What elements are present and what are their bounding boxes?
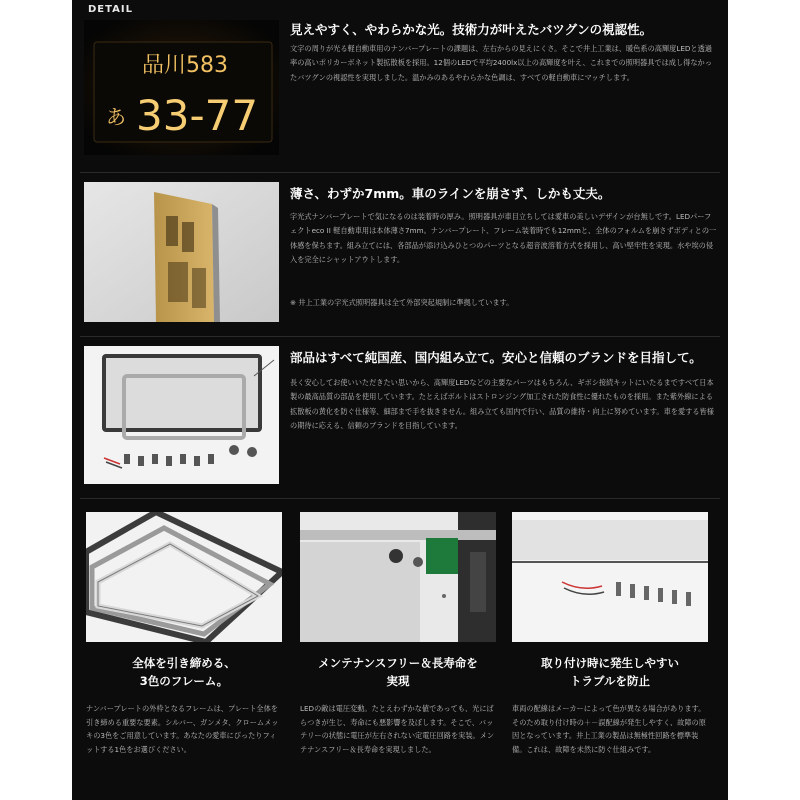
frame-colors-photo — [86, 512, 282, 642]
section-2-title: 薄さ、わずか7mm。車のラインを崩さず、しかも丈夫。 — [290, 186, 611, 201]
section-2-body: 字光式ナンバープレートで気になるのは装着時の厚み。照明器具が車目立ちしては愛車の美しいデザインが台無しです。LEDパーフェクトeco II 軽自動車用は本体薄さ7mm。ナンバープレート、フレーム装着時でも12mmと、全体のフォルムを崩さずボディとの一体感を保ちます。組み立てには、各部品が添け込みひとつのパーツとなる超音波溶着方式を採用し、高い堅牢性を実現。水や埃の侵入を完全にシャットアウトします。 — [290, 212, 717, 265]
thin-plate-photo — [84, 182, 279, 322]
column-3-title-text: 取り付け時に発生しやすい トラブルを防止 — [541, 656, 679, 688]
detail-label: DETAIL — [88, 4, 134, 15]
section-1-title: 見えやすく、やわらかな光。技術力が叶えたバツグンの視認性。 — [290, 22, 653, 37]
section-3-body: 長く安心してお使いいただきたい思いから、高輝度LEDなどの主要なパーツはもちろん、ギボシ接続キットにいたるまですべて日本製の最高品質の部品を使用しています。たとえばボルトはストロンジング加工された防食性に優れたものを採用。また紫外線による拡散板の黄化を防ぐ仕様等、細部まで手を抜きません。組み立ても国内で行い、品質の維持・向上に努めています。車を愛する皆様の期待に応える、信頼のブランドを目指しています。 — [290, 378, 714, 431]
divider — [80, 172, 720, 173]
divider — [80, 336, 720, 337]
license-plate-photo — [84, 20, 279, 155]
plate-kana: あ — [106, 105, 126, 129]
divider — [80, 498, 720, 499]
column-2-title — [300, 654, 496, 690]
column-1-body: ナンバープレートの外枠となるフレームは、プレート全体を引き締める重要な要素。シルバー、ガンメタ、クロームメッキの3色をご用意しています。あなたの愛車にぴったりフィットする1色をお選びください。 — [86, 704, 279, 754]
column-3-body: 車両の配線はメーカーによって色が異なる場合があります。そのため取り付け時の＋－誤配線が発生しやすく、故障の原因となっています。井上工業の製品は無極性回路を標準装備。これは、故障を未然に防ぐ仕組みです。 — [512, 704, 706, 754]
column-3-title — [512, 654, 708, 690]
plate-top-line: 品川583 — [142, 53, 228, 78]
column-1-title-text: 全体を引き締める、 3色のフレーム。 — [132, 656, 236, 688]
column-2-body: LEDの敵は電圧変動。たとえわずかな値であっても、光にばらつきが生じ、寿命にも悪影響を及ぼします。そこで、バッテリーの状態に電圧が左右されない定電圧回路を実装。メンテナンスフリー＆長寿命を実現しました。 — [300, 704, 495, 754]
section-1-body: 文字の周りが光る軽自動車用のナンバープレートの課題は、左右からの見えにくさ。そこで井上工業は、暖色系の高輝度LEDと透過率の高いポリカーボネット製拡散板を採用。12個のLEDで平均2400lx以上の高輝度を叶え、これまでの照明器具では成し得なかったバツグンの視認性を実現しました。温かみのあるやわらかな色調は、すべての軽自動車にマッチします。 — [290, 44, 712, 82]
circuit-board-photo — [300, 512, 496, 642]
plate-number: 33-77 — [136, 91, 259, 140]
wiring-kit-photo — [512, 512, 708, 642]
parts-kit-photo — [84, 346, 279, 484]
product-detail-page — [72, 0, 728, 800]
column-1-title — [86, 654, 282, 690]
section-2-note: ※ 井上工業の字光式照明器具は全て外部突起規制に準拠しています。 — [290, 298, 514, 307]
column-2-title-text: メンテナンスフリー＆長寿命を 実現 — [318, 656, 478, 688]
section-3-title: 部品はすべて純国産、国内組み立て。安心と信頼のブランドを目指して。 — [290, 350, 702, 365]
